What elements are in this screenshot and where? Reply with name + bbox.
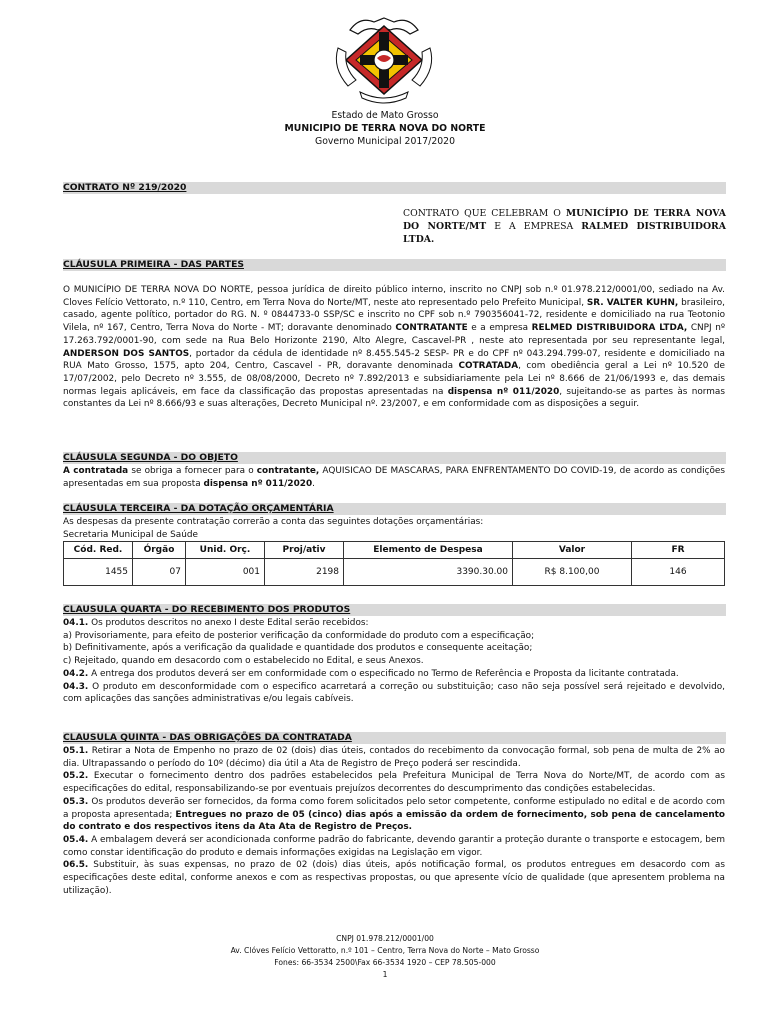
clause4-text: A entrega dos produtos deverá ser em conformidade com o especificado no Termo de Referência e Proposta da licitante contratada. [88, 668, 679, 679]
cell-fr: 146 [632, 559, 725, 586]
clause1-body [63, 284, 725, 411]
clause4-num: 04.2. [63, 668, 89, 679]
clause4-item-c: c) Rejeitado, quando em desacordo com o estabelecido no Edital, e seus Anexos. [63, 656, 424, 667]
clause2-text: AQUISICAO DE MASCARAS, PARA ENFRENTAMENTO DO COVID-19, de acordo as condições apresentadas em sua proposta [63, 466, 725, 489]
clause1-title-bar [63, 259, 726, 271]
clause1-text: , com obediência geral a Lei nº 10.520 de 17/07/2002, pelo Decreto nº 3.555, de 08/08/2000, Decreto nº 7.892/2013 e subsidiariamente pela Lei nº 8.666 de 21/06/1993 e, das demais normas legais aplicáveis, em face da classificação das propostas apresentadas na [63, 361, 725, 397]
clause3-title-bar [63, 503, 726, 515]
clause3-line1: As despesas da presente contratação correrão a conta das seguintes dotações orçamentárias: [63, 517, 484, 527]
summary-company: RALMED DISTRIBUIDORA LTDA. [403, 220, 726, 245]
header-cod-red: Cód. Red. [64, 542, 133, 559]
clause5-num: 05.4. [63, 834, 89, 845]
cell-cod-red: 1455 [64, 559, 133, 586]
clause4-text: O produto em desconformidade com o especifico acarretará a correção ou substituição; caso não seja possível será rejeitado e devolvido, com aplicações das sanções administrativas e/ou legais cabíveis. [63, 681, 725, 705]
clause4-title: CLAUSULA QUARTA - DO RECEBIMENTO DOS PRODUTOS [63, 604, 351, 615]
summary-text-1: CONTRATO QUE CELEBRAM O [403, 208, 566, 219]
clause4-num: 04.1. [63, 618, 89, 628]
clause5-item-5 [63, 859, 725, 897]
footer-phones: Fones: 66-3534 2500\Fax 66-3534 1920 – CEP 78.505-000 [274, 958, 496, 967]
clause1-mayor: SR. VALTER KUHN, [586, 297, 679, 308]
clause5-num: 05.3. [63, 796, 89, 807]
clause2-text: . [312, 478, 315, 489]
municipal-crest-icon [330, 8, 438, 106]
contract-number-bar [63, 182, 726, 194]
clause2-contratante: contratante, [256, 466, 320, 476]
cell-valor: R$ 8.100,00 [513, 559, 632, 586]
header-proj-ativ: Proj/ativ [265, 542, 344, 559]
clause1-text: CNPJ nº 17.263.792/0001-90, com sede na Rua Belo Horizonte 2190, Alto Alegre, Cascavel-PR , neste ato representada por seu representante legal, [63, 323, 726, 346]
clause1-text: , portador da cédula de identidade nº 8.455.545-2 SESP- PR e do CPF nº 043.294.799-07, residente e domiciliado na RUA Mato Grosso, 1575, apto 204, Centro, Cascavel - PR, doravante denominada [63, 348, 725, 372]
cell-orgao: 07 [133, 559, 186, 586]
clause1-contratada: COTRATADA [458, 361, 519, 372]
clause1-contratante: CONTRATANTE [395, 323, 468, 334]
clause4-item-2 [63, 668, 725, 681]
clause5-title: CLAUSULA QUINTA - DAS OBRIGAÇÕES DA CONTRATADA [63, 732, 352, 743]
clause4-item-b: b) Definitivamente, após a verificação da qualidade e quantidade dos produtos e consequente aceitação; [63, 643, 533, 654]
clause5-item-2 [63, 770, 725, 795]
clause1-text: e a empresa [467, 323, 532, 334]
header-valor: Valor [513, 542, 632, 559]
clause1-company: RELMED DISTRIBUIDORA LTDA, [531, 323, 688, 334]
clause1-dispensa: dispensa nº 011/2020 [447, 386, 560, 397]
clause5-body [63, 745, 725, 897]
budget-table [63, 541, 725, 586]
budget-header-row [64, 542, 725, 559]
clause5-text: Substituir, às suas expensas, no prazo de 02 (dois) dias úteis, após notificação formal, os produtos entregues em desacordo com as especificações deste edital, conforme anexos e com as respectivas propostas, ou que apresente vício de qualidade (que apresentem problema na utilização). [63, 860, 725, 896]
clause2-text: se obriga a fornecer para o [128, 466, 257, 476]
clause5-num: 05.1. [63, 746, 89, 756]
clause5-item-1 [63, 745, 725, 770]
clause5-text: A embalagem deverá ser acondicionada conforme padrão do fabricante, devendo garantir a proteção durante o transporte e estocagem, bem como constar identificação do produto e demais informações exigidas na Legislação em vigor. [63, 834, 725, 858]
clause5-text: Retirar a Nota de Empenho no prazo de 02 (dois) dias úteis, contados do recebimento da convocação formal, sob pena de multa de 2% ao dia. Ultrapassando o período do 10º (décimo) dia útil a Ata de Registro de Preço poderá ser rescindida. [63, 746, 725, 769]
summary-text-2: E A EMPRESA [486, 220, 582, 232]
summary-municipality: MUNICÍPIO DE TERRA NOVA DO NORTE/MT [403, 208, 726, 232]
header-unid-orc: Unid. Orç. [186, 542, 265, 559]
footer-cnpj: CNPJ 01.978.212/0001/00 [336, 934, 434, 943]
clause4-title-bar [63, 604, 726, 616]
budget-row [64, 559, 725, 586]
clause4-item-3 [63, 681, 725, 706]
clause4-item-a: a) Provisoriamente, para efeito de posterior verificação da conformidade do produto com a especificação; [63, 630, 535, 641]
clause2-title: CLÁUSULA SEGUNDA - DO OBJETO [63, 452, 238, 463]
clause1-text: , sujeitando-se as partes às normas constantes da Lei nº 8.666/93 e suas alterações, Decreto Municipal nº. 23/2007, e em conformidade com as disposições a seguir. [63, 386, 725, 410]
clause2-contratada: A contratada [63, 466, 129, 476]
clause5-deadline: Entregues no prazo de 05 (cinco) dias após a emissão da ordem de fornecimento, sob pena de cancelamento do contrato e dos respectivos itens da Ata Ata de Registro de Preços. [63, 809, 725, 833]
clause2-title-bar [63, 452, 726, 464]
header-fr: FR [632, 542, 725, 559]
header-government: Governo Municipal 2017/2020 [315, 136, 455, 147]
header-elemento-despesa: Elemento de Despesa [344, 542, 513, 559]
clause4-item-1 [63, 617, 725, 630]
clause2-body [63, 465, 725, 490]
clause4-num: 04.3. [63, 681, 89, 692]
header-municipality: MUNICIPIO DE TERRA NOVA DO NORTE [284, 123, 486, 134]
clause5-num: 05.2. [63, 771, 89, 782]
cell-unid-orc: 001 [186, 559, 265, 586]
clause3-secretaria: Secretaria Municipal de Saúde [63, 529, 198, 540]
footer-address: Av. Clóves Felício Vettoratto, n.º 101 – Centro, Terra Nova do Norte – Mato Grosso [230, 946, 540, 955]
page-number: 1 [382, 970, 388, 979]
clause5-title-bar [63, 732, 726, 744]
contract-number: CONTRATO Nº 219/2020 [63, 182, 187, 193]
clause1-text: brasileiro, casado, agente político, portador do RG. N. º 0844733-0 SSP/SC e inscrito no CPF sob n.º 790356041-72, residente e domiciliado na rua Teotonio Vilela, nº 167, Centro, Terra Nova do Norte - MT; doravante denominado [63, 297, 725, 334]
clause5-text: Executar o fornecimento dentro dos padrões estabelecidos pela Prefeitura Municipal de Terra Nova do Norte/MT, de acordo com as especificações do edital, responsabilizando-se por eventuais prejuízos decorrentes do descumprimento das condições estabelecidas. [63, 771, 725, 795]
header-state: Estado de Mato Grosso [331, 110, 439, 121]
clause5-num: 06.5. [63, 860, 89, 871]
header-orgao: Órgão [133, 542, 186, 559]
clause3-title: CLÁUSULA TERCEIRA - DA DOTAÇÃO ORÇAMENTÁRIA [63, 503, 334, 514]
clause5-item-4 [63, 834, 725, 859]
contract-summary [403, 208, 726, 246]
clause2-dispensa: dispensa nº 011/2020 [203, 478, 313, 489]
cell-elemento-despesa: 3390.30.00 [344, 559, 513, 586]
clause4-body [63, 617, 725, 706]
clause4-text: Os produtos descritos no anexo I deste Edital serão recebidos: [88, 618, 369, 628]
clause1-representative: ANDERSON DOS SANTOS [63, 348, 190, 359]
cell-proj-ativ: 2198 [265, 559, 344, 586]
clause5-item-3 [63, 796, 725, 834]
clause3-intro [63, 516, 725, 541]
clause5-text: Os produtos deverão ser fornecidos, da forma como forem solicitados pelo setor competente, conforme estipulado no edital e de acordo com a proposta apresentada; [63, 796, 725, 820]
clause1-title: CLÁUSULA PRIMEIRA - DAS PARTES [63, 259, 244, 270]
clause1-text: O MUNICÍPIO DE TERRA NOVA DO NORTE, pessoa jurídica de direito público interno, inscrito no CNPJ sob n.º 01.978.212/0001/00, sediado na Av. Cloves Felício Vettorato, n.º 110, Centro, em Terra Nova do Norte/MT, neste ato representado pelo Prefeito Municipal, [63, 285, 725, 308]
